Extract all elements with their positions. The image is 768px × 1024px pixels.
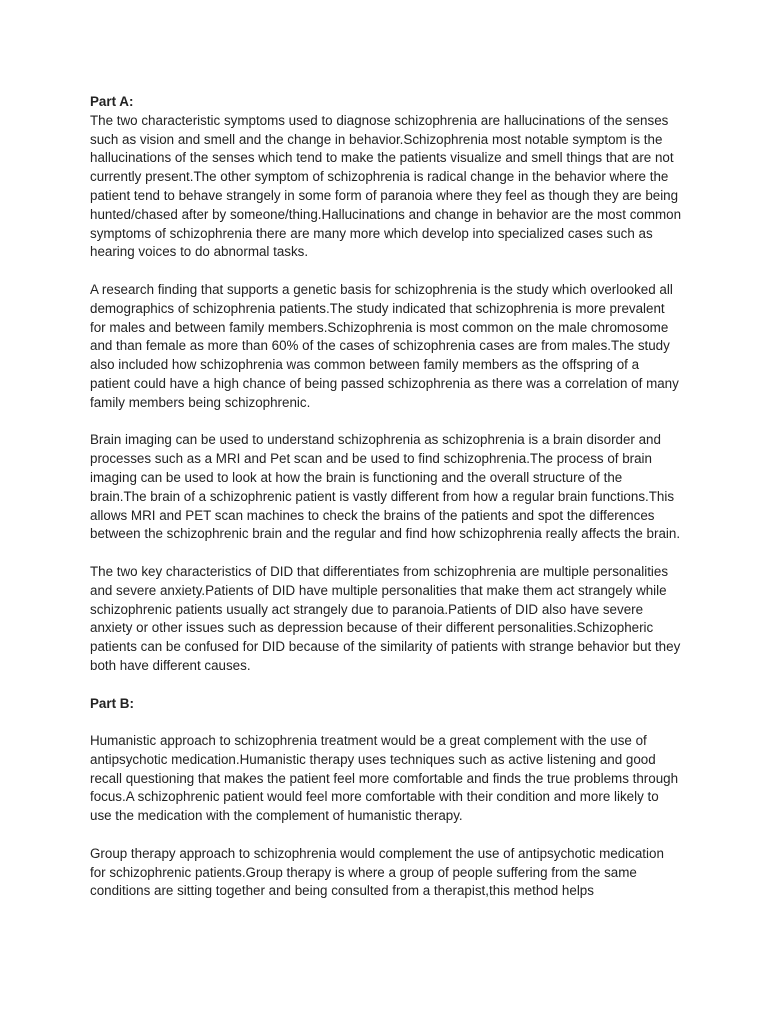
part-a-paragraph-genetic-basis: A research finding that supports a genetic basis for schizophrenia is the study which overlooked all demographics of schizophrenia patients.The study indicated that schizophrenia is more prevalent for males and between family members.Schizophrenia is most common on the male chromosome and than female as more than 60% of the cases of schizophrenia cases are from males.The study also included how schizophrenia was common between family members as the offspring of a patient could have a high chance of being passed schizophrenia as there was a correlation of many family members being schizophrenic. — [90, 281, 679, 410]
part-a-paragraph-did: The two key characteristics of DID that differentiates from schizophrenia are multiple personalities and severe anxiety.Patients of DID have multiple personalities that make them act strangely while schizophrenic patients usually act strangely due to paranoia.Patients of DID also have severe anxiety or other issues such as depression because of their different personalities.Schizopheric patients can be confused for DID because of the similarity of patients with strange behavior but they both have different causes. — [90, 563, 681, 673]
part-a-paragraph-brain-imaging: Brain imaging can be used to understand schizophrenia as schizophrenia is a brain disorder and processes such as a MRI and Pet scan and be used to find schizophrenia.The process of brain imaging can be used to look at how the brain is functioning and the overall structure of the brain.The brain of a schizophrenic patient is vastly different from how a regular brain functions.This allows MRI and PET scan machines to check the brains of the patients and spot the differences between the schizophrenic brain and the regular and find how schizophrenia really affects the brain. — [90, 432, 681, 542]
part-b-paragraph-group-therapy: Group therapy approach to schizophrenia would complement the use of antipsychotic medication for schizophrenic patients.Group therapy is where a group of people suffering from the same conditions are sitting together and being consulted from a therapist,this method helps — [90, 845, 664, 899]
part-a-heading: Part A: — [90, 94, 134, 109]
part-b-heading: Part B: — [90, 695, 134, 711]
part-a-paragraph-symptoms: The two characteristic symptoms used to diagnose schizophrenia are hallucinations of the senses such as vision and smell and the change in behavior.Schizophrenia most notable symptom is the hallucinations of the senses which tend to make the patients visualize and smell things that are not currently present.The other symptom of schizophrenia is radical change in the behavior where the patient tend to behave strangely in some form of paranoia where they feel as though they are being hunted/chased after by someone/thing.Hallucinations and change in behavior are the most common symptoms of schizophrenia there are many more which develop into specialized cases such as hearing voices to do abnormal tasks. — [90, 112, 682, 260]
part-b-paragraph-humanistic: Humanistic approach to schizophrenia treatment would be a great complement with the use of antipsychotic medication.Humanistic therapy uses techniques such as active listening and good recall questioning that makes the patient feel more comfortable and finds the true problems through focus.A schizophrenic patient would feel more comfortable with their condition and more likely to use the medication with the complement of humanistic therapy. — [90, 733, 679, 824]
document-page — [90, 93, 682, 901]
